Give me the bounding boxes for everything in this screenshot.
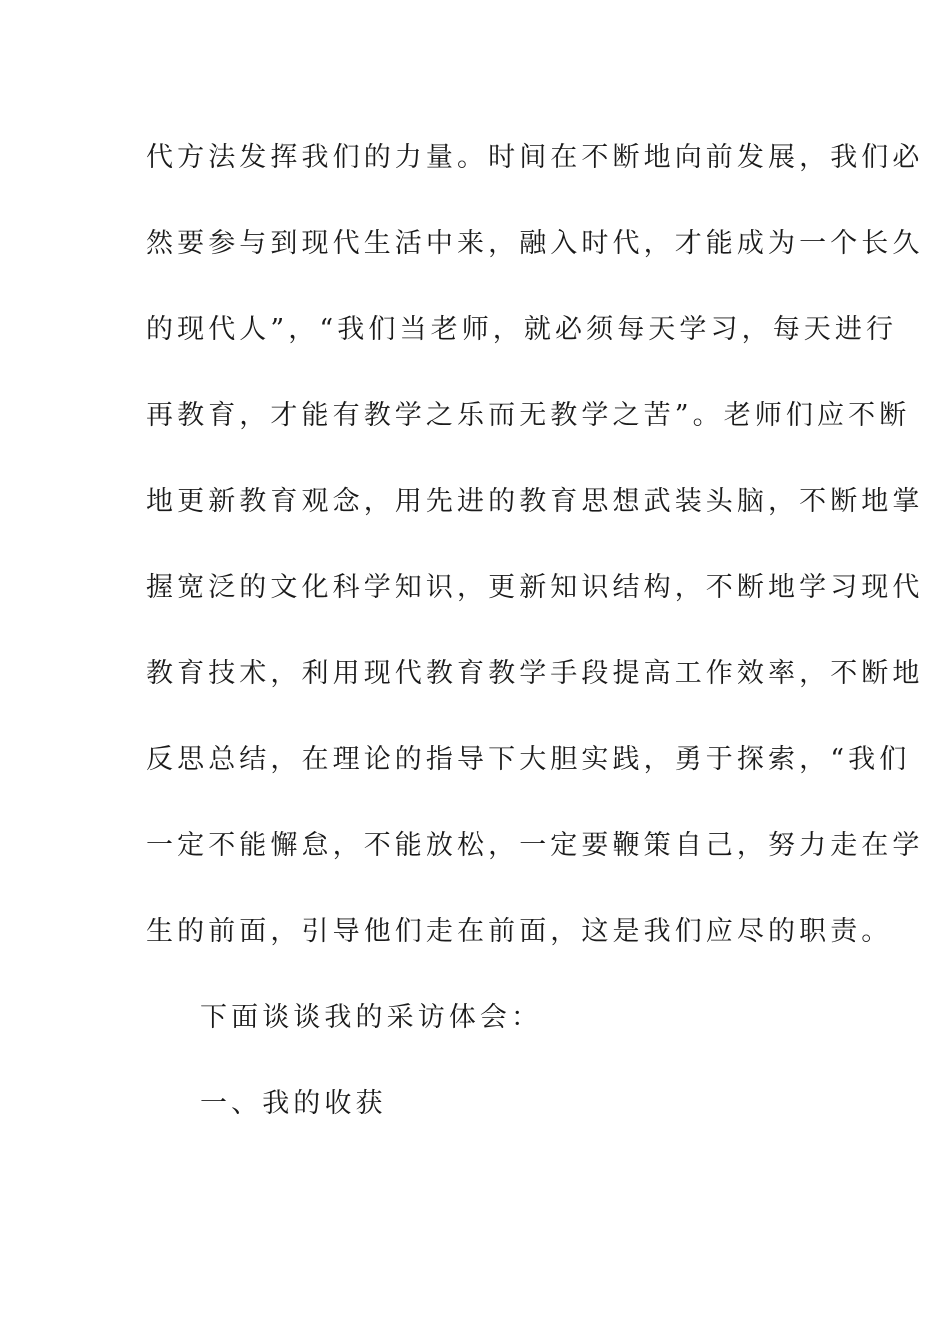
intro-paragraph: 下面谈谈我的采访体会： <box>200 1002 543 1033</box>
body-text-line: 代方法发挥我们的力量。时间在不断地向前发展，我们必 <box>146 142 924 173</box>
body-text-line: 反思总结，在理论的指导下大胆实践，勇于探索，“我们 <box>146 744 911 775</box>
body-text-line: 再教育，才能有教学之乐而无教学之苦”。老师们应不断 <box>146 400 911 431</box>
body-text-line: 地更新教育观念，用先进的教育思想武装头脑，不断地掌 <box>146 486 924 517</box>
body-text-line: 教育技术，利用现代教育教学手段提高工作效率，不断地 <box>146 658 924 689</box>
section-heading: 一、我的收获 <box>200 1088 387 1119</box>
body-text-line: 然要参与到现代生活中来，融入时代，才能成为一个长久 <box>146 228 924 259</box>
body-text-line: 的现代人”，“我们当老师，就必须每天学习，每天进行 <box>146 314 898 345</box>
body-text-line: 握宽泛的文化科学知识，更新知识结构，不断地学习现代 <box>146 572 924 603</box>
body-text-line: 生的前面，引导他们走在前面，这是我们应尽的职责。 <box>146 916 893 947</box>
body-text-line: 一定不能懈怠，不能放松，一定要鞭策自己，努力走在学 <box>146 830 924 861</box>
